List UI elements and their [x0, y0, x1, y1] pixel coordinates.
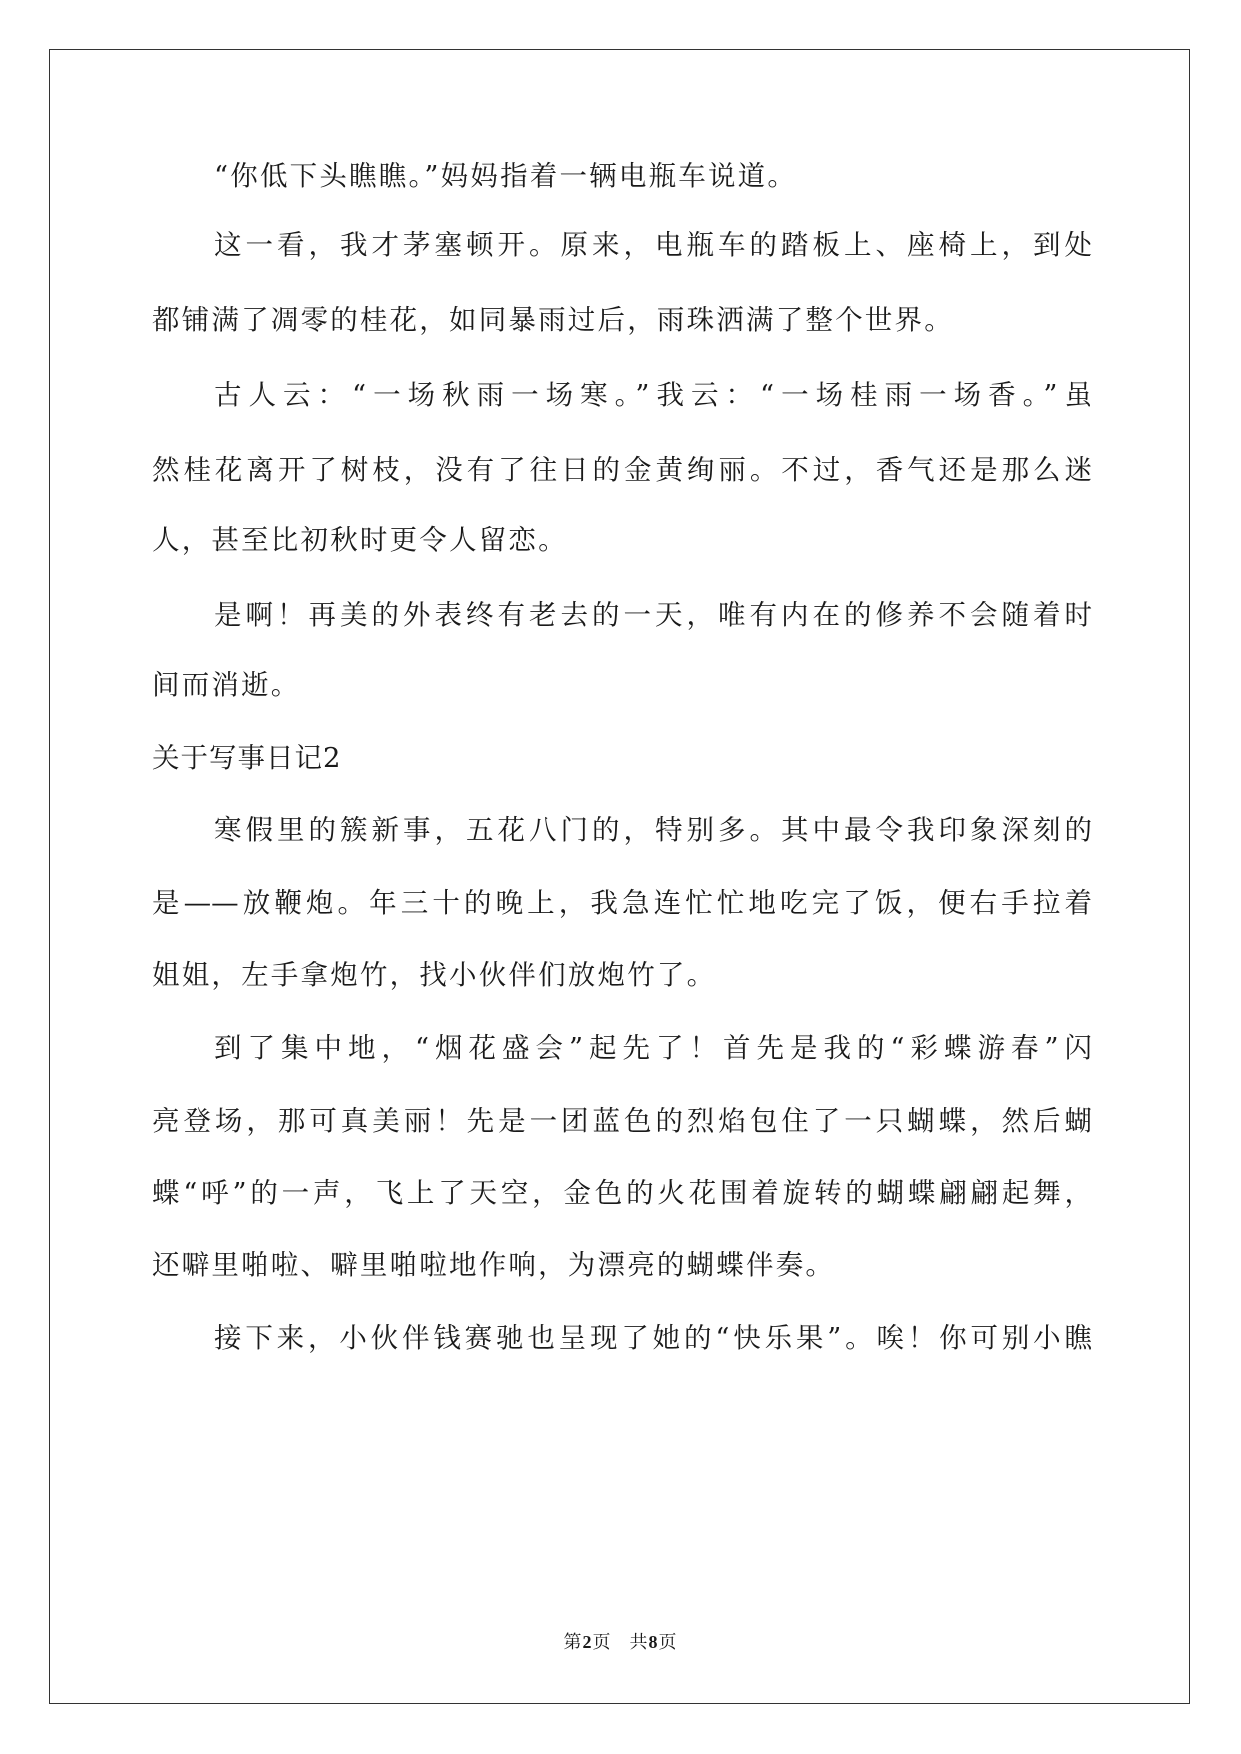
- paragraph-line: 间而消逝。: [152, 669, 301, 701]
- total-pages-number: 8: [648, 1632, 659, 1652]
- paragraph-line: 蝶“呼”的一声，飞上了天空，金色的火花围着旋转的蝴蝶翩翩起舞，: [152, 1177, 1092, 1209]
- page-frame: [49, 49, 1190, 1704]
- paragraph-line: 接下来，小伙伴钱赛驰也呈现了她的“快乐果”。唉！你可别小瞧: [214, 1322, 1092, 1354]
- paragraph-line: “你低下头瞧瞧。”妈妈指着一辆电瓶车说道。: [214, 160, 798, 192]
- footer-page-suffix: 页: [592, 1632, 612, 1653]
- paragraph-line: 寒假里的簇新事，五花八门的，特别多。其中最令我印象深刻的: [214, 814, 1092, 846]
- page-footer: [0, 1628, 1241, 1654]
- paragraph-line: 古人云：“一场秋雨一场寒。”我云：“一场桂雨一场香。”虽: [214, 379, 1092, 411]
- paragraph-line: 还噼里啪啦、噼里啪啦地作响，为漂亮的蝴蝶伴奏。: [152, 1249, 836, 1281]
- paragraph-line: 亮登场，那可真美丽！先是一团蓝色的烈焰包住了一只蝴蝶，然后蝴: [152, 1105, 1092, 1137]
- paragraph-line: 姐姐，左手拿炮竹，找小伙伴们放炮竹了。: [152, 959, 717, 991]
- paragraph-line: 这一看，我才茅塞顿开。原来，电瓶车的踏板上、座椅上，到处: [214, 229, 1092, 261]
- paragraph-line: 是啊！再美的外表终有老去的一天，唯有内在的修养不会随着时: [214, 599, 1092, 631]
- paragraph-line: 都铺满了凋零的桂花，如同暴雨过后，雨珠洒满了整个世界。: [152, 304, 954, 336]
- paragraph-line: 然桂花离开了树枝，没有了往日的金黄绚丽。不过，香气还是那么迷: [152, 454, 1092, 486]
- current-page-number: 2: [582, 1632, 593, 1652]
- footer-prefix: 第: [563, 1632, 583, 1653]
- paragraph-line: 是——放鞭炮。年三十的晚上，我急连忙忙地吃完了饭，便右手拉着: [152, 887, 1092, 919]
- section-heading: 关于写事日记2: [152, 742, 342, 774]
- footer-total-prefix: 共: [629, 1632, 649, 1653]
- paragraph-line: 到了集中地，“烟花盛会”起先了！首先是我的“彩蝶游春”闪: [214, 1032, 1092, 1064]
- footer-total-suffix: 页: [658, 1632, 678, 1653]
- paragraph-line: 人，甚至比初秋时更令人留恋。: [152, 524, 568, 556]
